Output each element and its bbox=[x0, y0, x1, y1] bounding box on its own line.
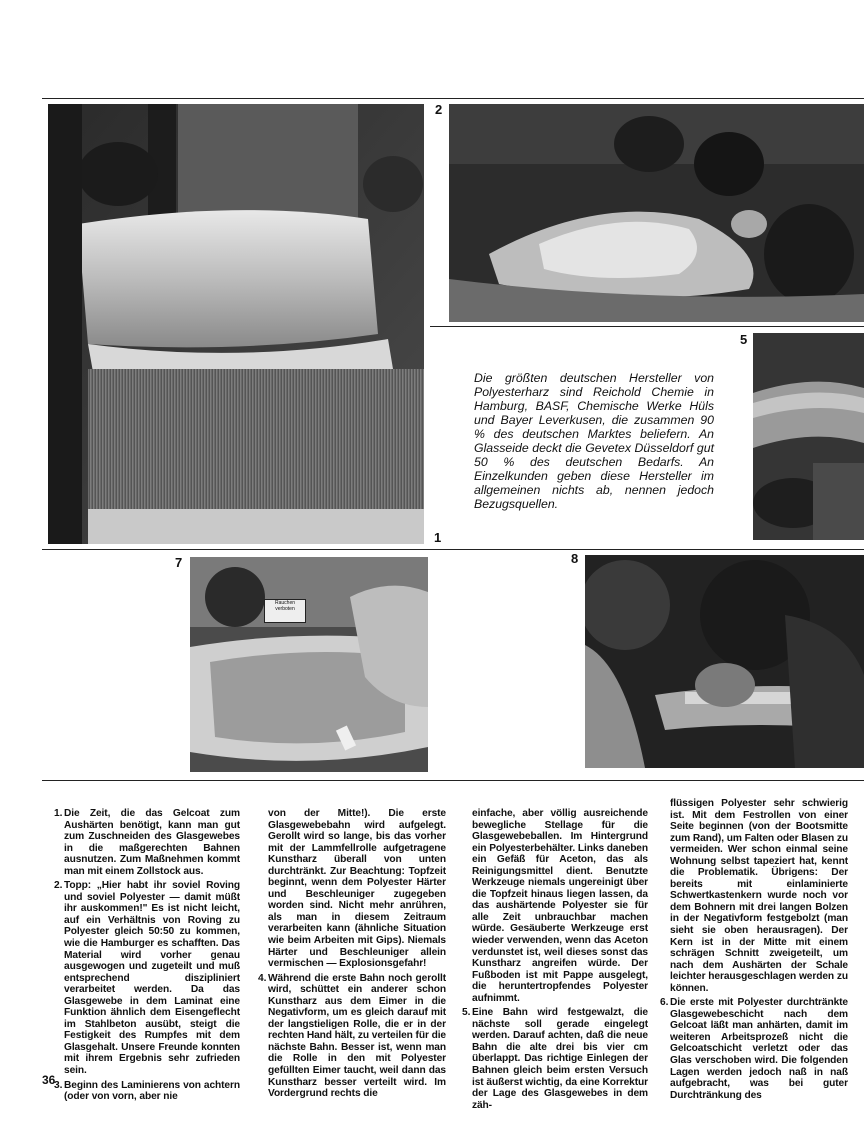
item-text: Die erste mit Polyester durchtränkte Glasgewebeschicht nach dem Gelcoat läßt man anhärten, damit im weiteren Arbeitsprozeß nicht die Gelcoatschicht verletzt oder das Glas verschoben wird. Die folgenden Lagen werden jedoch naß in naß aufgebracht, was bei guter Durchtränkung des bbox=[670, 997, 848, 1101]
text-item bbox=[462, 808, 648, 1004]
sign-text: Rauchen verboten bbox=[274, 600, 295, 612]
item-number: 5. bbox=[462, 1007, 471, 1019]
item-text: Topp: „Hier habt ihr soviel Roving und soviel Polyester — damit müßt ihr auskommen!" Es ist nicht leicht, auf ein Verhältnis von Roving zu Polyester gleich 50:50 zu kommen, wie die Hamburger es schafften. Das Material wird vorher genau ausgewogen und zugeteilt und muß entsprechend diszipliniert verarbeitet werden. Da das Glasgewebe in dem Laminat eine Funktion ähnlich dem Eisengeflecht im Stahlbeton ausübt, steigt die Festigkeit des Rumpfes mit dem Glasgehalt. Unsere Freunde konnten mit ihrem Ergebnis sehr zufrieden sein. bbox=[64, 880, 240, 1077]
text-column-2 bbox=[258, 808, 446, 1100]
page-number: 36 bbox=[42, 1073, 56, 1087]
photo-5 bbox=[753, 333, 864, 540]
text-item bbox=[660, 798, 848, 994]
text-item bbox=[54, 808, 240, 877]
sign-rauchen-verboten bbox=[264, 599, 306, 623]
item-number: 6. bbox=[660, 997, 669, 1009]
page-caption: Die größten deutschen Hersteller von Polyesterharz sind Reichold Chemie in Hamburg, BASF, Chemische Werke Hüls und Bayer Leverkusen, die zusammen 90 % des deutschen Marktes beliefern. An Glasseide deckt die Gevetex Düsseldorf gut 50 % des deutschen Bedarfs. An Einzelkunden geben diese Hersteller im allgemeinen nichts ab, nennen jedoch Bezugsquellen. bbox=[474, 371, 714, 511]
item-text: Während die erste Bahn noch gerollt wird, schüttet ein anderer schon Kunstharz aus dem Eimer in die Negativform, um es gleich darauf mit der langstieligen Rolle, die er in der rechten Hand hält, zu verteilen für die nächste Bahn. Besser ist, wenn man die Rolle in den mit Polyester gefüllten Eimer taucht, weil dann das Kunstharz besser verteilt wird. Im Vordergrund rechts die bbox=[268, 972, 446, 1100]
photo-7 bbox=[190, 557, 428, 772]
photo-label-7: 7 bbox=[175, 555, 183, 570]
item-text: Beginn des Laminierens von achtern (oder von vorn, aber nie bbox=[64, 1079, 240, 1103]
item-number: 1. bbox=[54, 808, 63, 819]
photo-label-1: 1 bbox=[434, 530, 442, 545]
text-item bbox=[660, 997, 848, 1101]
text-column-1 bbox=[54, 808, 240, 1103]
item-text: flüssigen Polyester sehr schwierig ist. Mit dem Festrollen von einer Seite beginnen (von der Bootsmitte zum Rand), um Falten oder Blasen zu vermeiden. Wer schon einmal seine Wohnung selbst tapeziert hat, kennt die Problematik. Übrigens: Der bereits mit einlaminierte Schwertkastenkern wurde noch vor dem Bohnern mit drei langen Bolzen in der Negativform festgebolzt (man sieht sie oben herausragen). Der Kern ist in der Mitte mit einem schrägen Schnitt zweigeteilt, um nach dem Aushärten der Schale leichter herausgeschlagen werden zu können. bbox=[670, 798, 848, 994]
item-number: 3. bbox=[54, 1079, 63, 1091]
photo-label-2: 2 bbox=[435, 102, 443, 117]
photo-2 bbox=[449, 104, 864, 322]
text-column-4 bbox=[660, 798, 848, 1101]
photo-label-8: 8 bbox=[571, 551, 579, 566]
photo-label-5: 5 bbox=[740, 332, 748, 347]
text-item bbox=[258, 808, 446, 970]
item-text: von der Mitte!). Die erste Glasgewebebahn wird aufgelegt. Gerollt wird so lange, bis das vorher mit der Lammfellrolle aufgetragene Kunstharz überall von unten durchtränkt. Zur Beachtung: Topfzeit beginnt, wenn dem Polyester Härter und Beschleuniger zugegeben worden sind. Nicht mehr anrühren, als man in diesem Zeitraum verarbeiten kann (ähnliche Situation wie beim Arbeiten mit Gips). Niemals Härter und Beschleuniger allein vermischen — Explosionsgefahr! bbox=[268, 808, 446, 970]
text-item bbox=[462, 1007, 648, 1111]
photo2-bottom-rule bbox=[430, 326, 864, 327]
text-item bbox=[258, 973, 446, 1100]
item-text: Eine Bahn wird festgewalzt, die nächste soll gerade eingelegt werden. Darauf achten, daß die neue Bahn die alte drei bis vier cm überlappt. Das richtige Einlegen der Bahnen gleich beim ersten Versuch ist äußerst wichtig, da eine Korrektur der Lage des Glasgewebes in dem zäh- bbox=[472, 1007, 648, 1111]
item-text: einfache, aber völlig ausreichende bewegliche Stellage für die Glasgewebeballen. Im Hintergrund ein Polyesterbehälter. Links daneben ein Gefäß für Aceton, das als Reinigungsmittel dient. Benutzte Werkzeuge niemals ungereinigt über die Topfzeit hinaus liegen lassen, da das aushärtende Polyester sie für alle Zeit unbrauchbar machen würde. Gesäuberte Werkzeuge erst wieder verwenden, wenn das Aceton verdunstet ist, weil dieses sonst das Kunstharz angreifen würde. Der Fußboden ist mit Pappe ausgelegt, die heruntertropfendes Polyester aufnimmt. bbox=[472, 808, 648, 1004]
top-rule bbox=[42, 98, 864, 99]
photo-1 bbox=[48, 104, 424, 544]
item-number: 4. bbox=[258, 972, 267, 984]
item-number: 2. bbox=[54, 880, 63, 892]
mid-rule-2 bbox=[42, 780, 864, 781]
photo-8 bbox=[585, 555, 864, 768]
text-column-3 bbox=[462, 808, 648, 1111]
mid-rule-1 bbox=[42, 549, 864, 550]
text-item bbox=[54, 880, 240, 1076]
item-text: Die Zeit, die das Gelcoat zum Aushärten benötigt, kann man gut zum Zuschneiden des Glasgewebes in die maßgerechten Bahnen ausnutzen. Zum Maßnehmen kommt man mit einem Zollstock aus. bbox=[64, 808, 240, 877]
text-item bbox=[54, 1080, 240, 1103]
